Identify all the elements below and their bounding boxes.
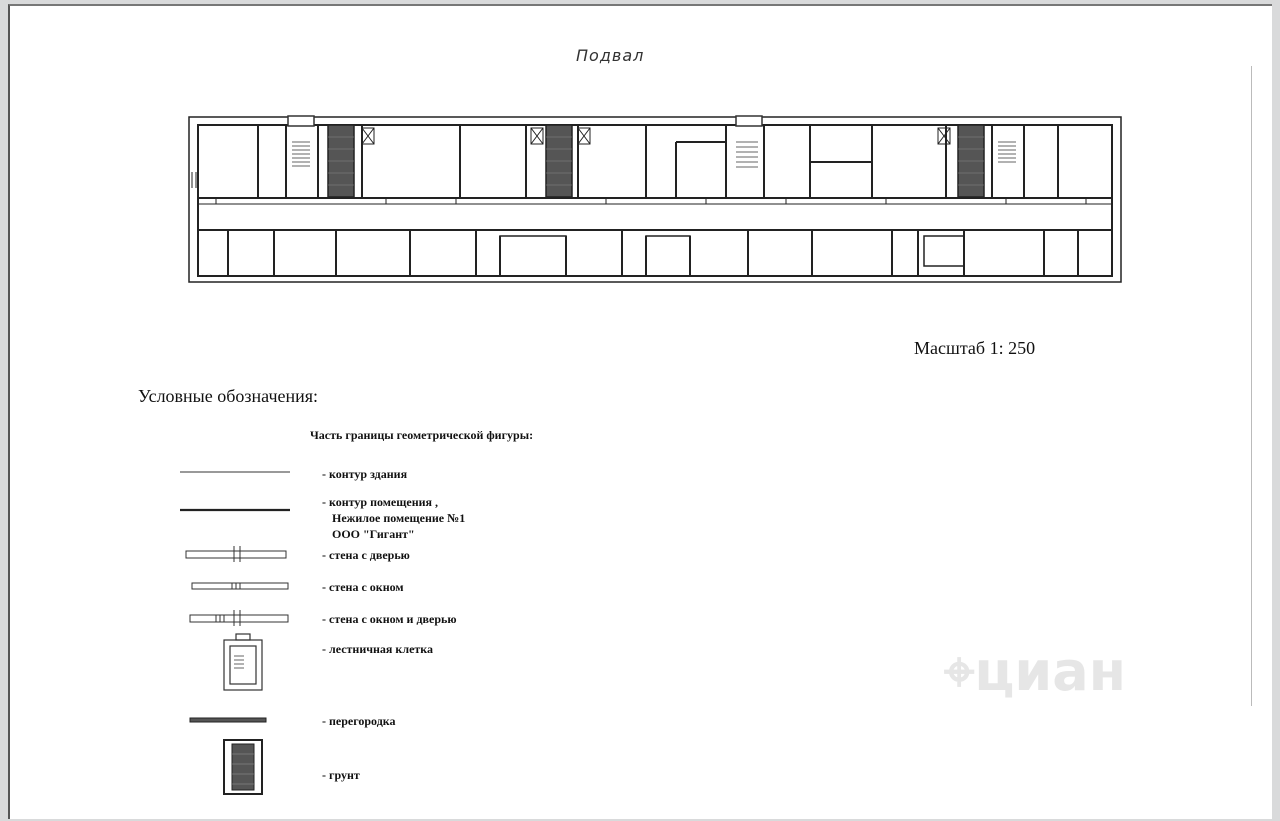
wall-window-door-icon bbox=[190, 610, 288, 626]
wall-door-icon bbox=[186, 546, 286, 562]
ground-icon bbox=[224, 740, 262, 794]
legend-subtitle: Часть границы геометрической фигуры: bbox=[310, 428, 534, 442]
legend-item-stairwell: - лестничная клетка bbox=[322, 642, 434, 656]
partition-icon bbox=[190, 718, 266, 722]
watermark-pin-icon: ⌖ bbox=[944, 640, 975, 703]
legend-item-wall-window-door: - стена с окном и дверью bbox=[322, 612, 457, 626]
wall-window-icon bbox=[192, 583, 288, 589]
legend-item-room-contour: - контур помещения , Нежилое помещение №1 ООО "Гигант" bbox=[322, 495, 466, 541]
plan-title: Подвал bbox=[576, 46, 645, 65]
sheet-edge-line bbox=[1251, 66, 1252, 706]
stairwell-icon bbox=[224, 634, 262, 690]
legend-symbols bbox=[170, 460, 300, 800]
watermark-logo: ⌖циан bbox=[944, 640, 1127, 703]
floor-plan bbox=[186, 112, 1126, 288]
legend-item-wall-window: - стена с окном bbox=[322, 580, 404, 594]
legend-item-building-contour: - контур здания bbox=[322, 467, 408, 481]
legend-item-wall-door: - стена с дверью bbox=[322, 548, 410, 562]
legend-item-ground: - грунт bbox=[322, 768, 360, 782]
scale-label: Масштаб 1: 250 bbox=[914, 338, 1036, 358]
legend-item-partition: - перегородка bbox=[322, 714, 396, 728]
legend-title: Условные обозначения: bbox=[138, 386, 319, 406]
